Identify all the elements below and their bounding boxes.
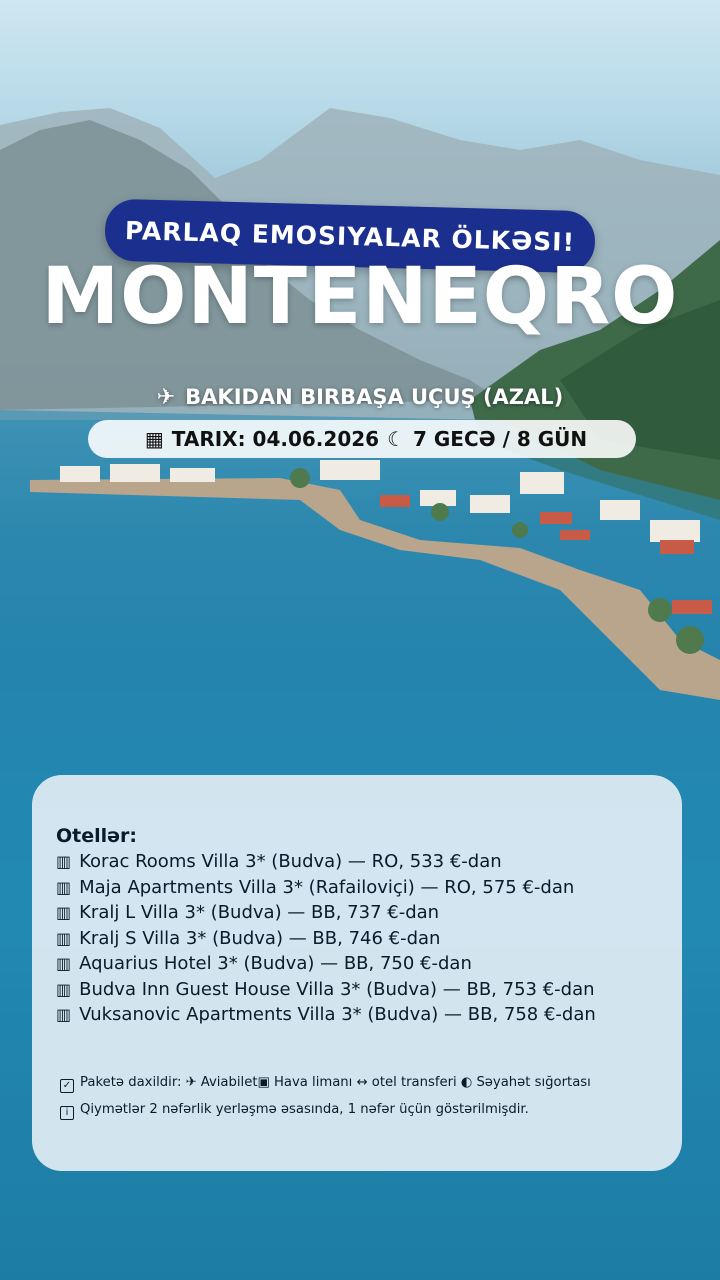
package-includes: ✓ Paketə daxildir: ✈ Aviabilet▣ Hava limanı ↔ otel transferi ◐ Səyahət sığortası bbox=[60, 1075, 591, 1093]
hotel-icon: ▥ bbox=[56, 979, 72, 999]
date-text: TARIX: 04.06.2026 bbox=[171, 427, 380, 451]
price-note: i Qiymətlər 2 nəfərlik yerləşmə əsasında, 1 nəfər üçün göstərilmişdir. bbox=[60, 1102, 529, 1120]
hotel-item: ▥ Aquarius Hotel 3* (Budva) — BB, 750 €-dan bbox=[56, 953, 472, 974]
info-icon: i bbox=[60, 1106, 74, 1120]
hotel-icon: ▥ bbox=[56, 877, 72, 897]
hotel-item: ▥ Maja Apartments Villa 3* (Rafailoviçi) — RO, 575 €-dan bbox=[56, 876, 575, 898]
nights-text: 7 GECƏ / 8 GÜN bbox=[413, 427, 588, 451]
hotel-icon: ▥ bbox=[56, 1005, 72, 1024]
checkbox-icon: ✓ bbox=[60, 1079, 74, 1093]
date-pill bbox=[88, 420, 636, 458]
hotel-item: ▥ Budva Inn Guest House Villa 3* (Budva) — BB, 753 €-dan bbox=[56, 978, 595, 1000]
plane-icon: ✈ bbox=[185, 1075, 197, 1090]
headline-banner: PARLAQ EMOSIYALAR ÖLKƏSI! bbox=[104, 199, 595, 274]
shield-icon: ◐ bbox=[460, 1075, 473, 1090]
hotel-item: ▥ Vuksanovic Apartments Villa 3* (Budva) — BB, 758 €-dan bbox=[56, 1004, 596, 1025]
calendar-icon: ▦ bbox=[144, 427, 164, 451]
hotel-icon: ▥ bbox=[56, 954, 72, 973]
flight-info bbox=[0, 385, 720, 410]
hotels-heading: Otellər: bbox=[56, 825, 138, 847]
hotel-item: ▥ Kralj S Villa 3* (Budva) — BB, 746 €-dan bbox=[56, 927, 441, 949]
hotel-item: ▥ Korac Rooms Villa 3* (Budva) — RO, 533 €-dan bbox=[56, 851, 502, 872]
hotel-icon: ▥ bbox=[56, 852, 72, 871]
moon-icon: ☾ bbox=[387, 427, 406, 451]
hotels-card bbox=[32, 775, 682, 1171]
hotel-icon: ▥ bbox=[56, 903, 72, 922]
plane-icon: ✈ bbox=[156, 385, 176, 410]
hotel-list bbox=[56, 825, 596, 1028]
hotel-icon: ▥ bbox=[56, 928, 72, 948]
bus-icon: ▣ bbox=[257, 1075, 270, 1090]
hotel-item: ▥ Kralj L Villa 3* (Budva) — BB, 737 €-dan bbox=[56, 902, 440, 923]
destination-title: MONTENEQRO bbox=[41, 252, 679, 342]
flight-text: BAKIDAN BIRBAŞA UÇUŞ (AZAL) bbox=[185, 385, 564, 409]
